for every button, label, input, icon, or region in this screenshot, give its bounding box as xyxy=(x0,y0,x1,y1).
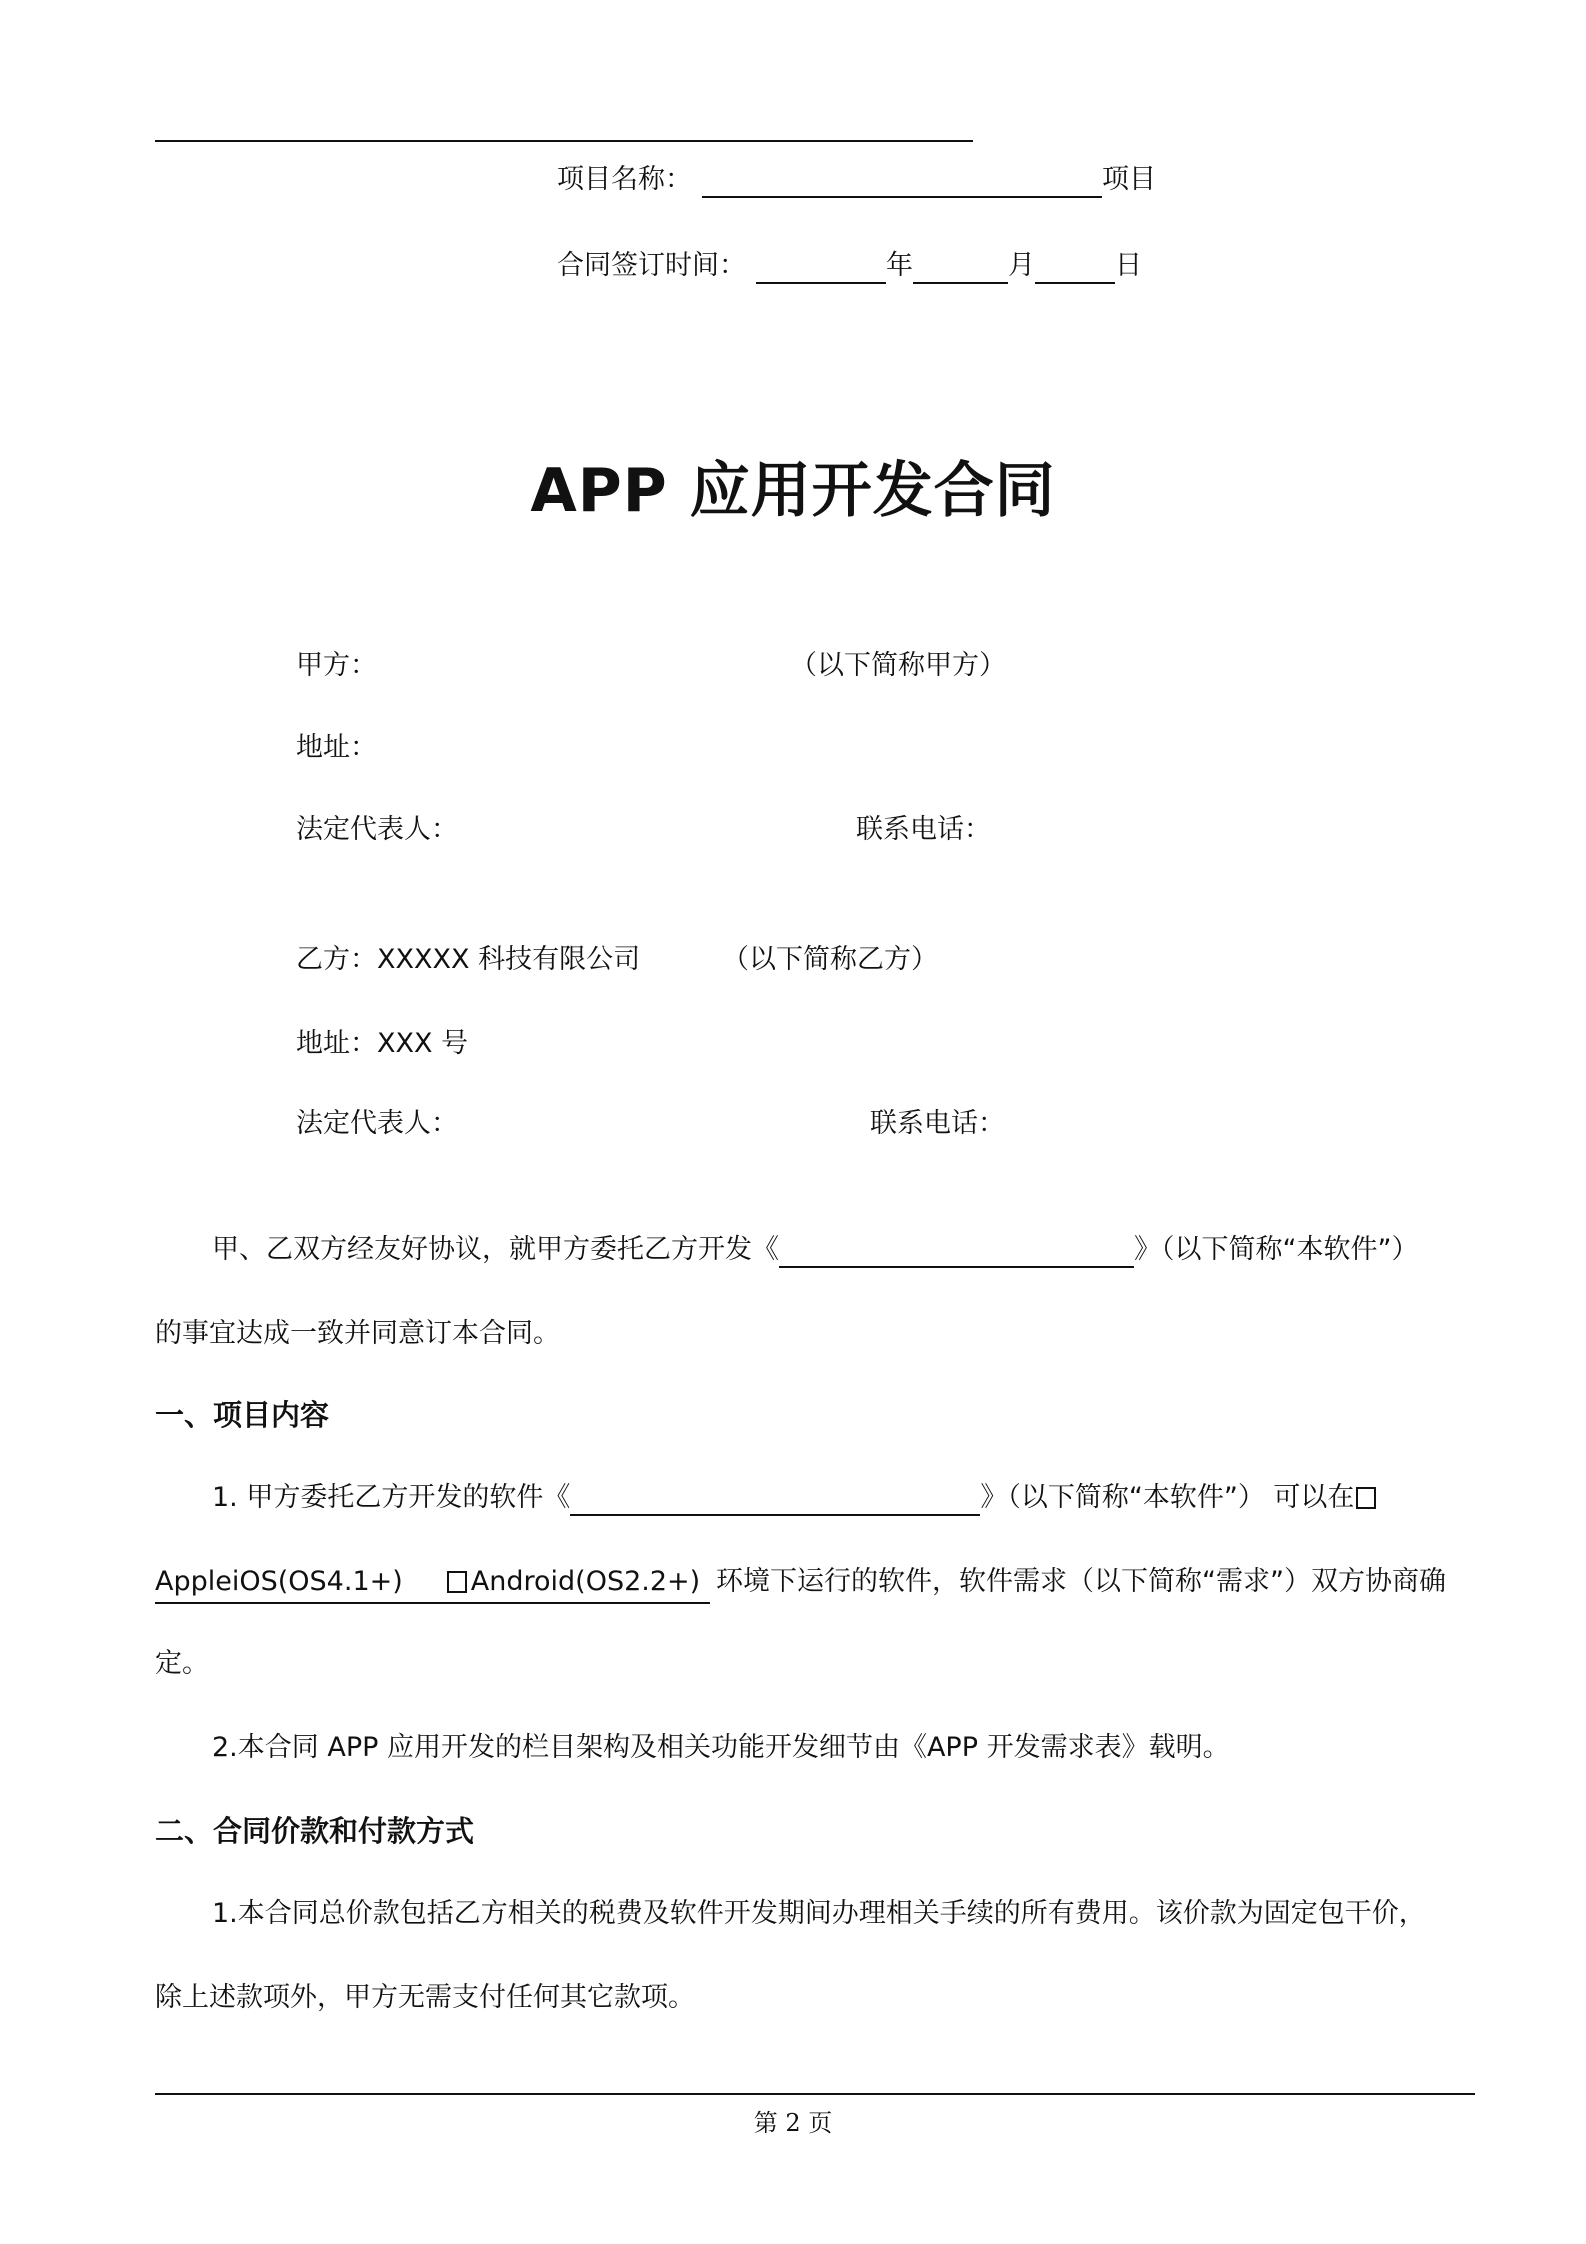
android-checkbox[interactable] xyxy=(447,1571,467,1593)
party-a-label: 甲方： xyxy=(296,650,377,681)
party-b-rep: 法定代表人： xyxy=(296,1108,458,1139)
section-2-item-1-line-1: 1.本合同总价款包括乙方相关的税费及软件开发期间办理相关手续的所有费用。该价款为固定包干价， xyxy=(212,1898,1426,1929)
project-name-row xyxy=(557,162,1156,198)
year-field[interactable] xyxy=(756,252,886,284)
day-label: 日 xyxy=(1115,250,1142,281)
android-option-label: Android(OS2.2+) xyxy=(470,1566,701,1597)
party-a-alias: （以下简称甲方） xyxy=(790,650,1006,681)
contract-title: APP 应用开发合同 xyxy=(530,456,1056,526)
project-name-label: 项目名称： xyxy=(557,164,692,195)
party-b-alias: （以下简称乙方） xyxy=(722,944,938,975)
page-number: 第 2 页 xyxy=(753,2109,833,2137)
month-field[interactable] xyxy=(913,252,1008,284)
section-2-heading: 二、合同价款和付款方式 xyxy=(155,1814,475,1848)
project-suffix: 项目 xyxy=(1102,164,1156,195)
party-a-address: 地址： xyxy=(296,732,377,763)
ios-checkbox[interactable] xyxy=(1356,1487,1376,1509)
party-b-label: 乙方：XXXXX 科技有限公司 xyxy=(296,944,641,975)
section-1-item-2: 2.本合同 APP 应用开发的栏目架构及相关功能开发细节由《APP 开发需求表》载明。 xyxy=(212,1732,1230,1763)
party-b-address: 地址：XXX 号 xyxy=(296,1028,469,1059)
section-1-item-1-line-1 xyxy=(212,1480,1380,1516)
intro-suffix: 》（以下简称“本软件”） xyxy=(1134,1234,1419,1265)
platform-options xyxy=(155,1564,710,1604)
sign-time-label: 合同签订时间： xyxy=(557,250,746,281)
ios-option-label: AppleiOS(OS4.1+) xyxy=(155,1566,403,1597)
intro-line-2: 的事宜达成一致并同意订本合同。 xyxy=(155,1318,560,1349)
item1-prefix: 1. 甲方委托乙方开发的软件《 xyxy=(212,1482,571,1513)
party-a-rep: 法定代表人： xyxy=(296,814,458,845)
intro-prefix: 甲、乙双方经友好协议，就甲方委托乙方开发《 xyxy=(212,1234,779,1265)
project-name-field[interactable] xyxy=(702,166,1102,198)
year-label: 年 xyxy=(886,250,913,281)
month-label: 月 xyxy=(1008,250,1035,281)
party-b-phone: 联系电话： xyxy=(870,1108,1005,1139)
footer-rule xyxy=(155,2093,1475,2095)
section-1-heading: 一、项目内容 xyxy=(155,1398,330,1432)
sign-date-row xyxy=(557,248,1142,284)
item1-rest: 环境下运行的软件，软件需求（以下简称“需求”）双方协商确 xyxy=(716,1566,1446,1597)
section-1-item-1-line-3: 定。 xyxy=(155,1648,209,1679)
section-2-item-1-line-2: 除上述款项外，甲方无需支付任何其它款项。 xyxy=(155,1982,695,2013)
section-1-item-1-line-2 xyxy=(155,1564,1446,1604)
header-top-rule xyxy=(155,140,973,142)
intro-line-1 xyxy=(212,1232,1418,1268)
party-a-phone: 联系电话： xyxy=(856,814,991,845)
day-field[interactable] xyxy=(1035,252,1115,284)
item1-software-field[interactable] xyxy=(570,1484,980,1516)
software-name-field[interactable] xyxy=(779,1236,1134,1268)
item1-suffix: 》（以下简称“本软件”） 可以在 xyxy=(980,1482,1355,1513)
